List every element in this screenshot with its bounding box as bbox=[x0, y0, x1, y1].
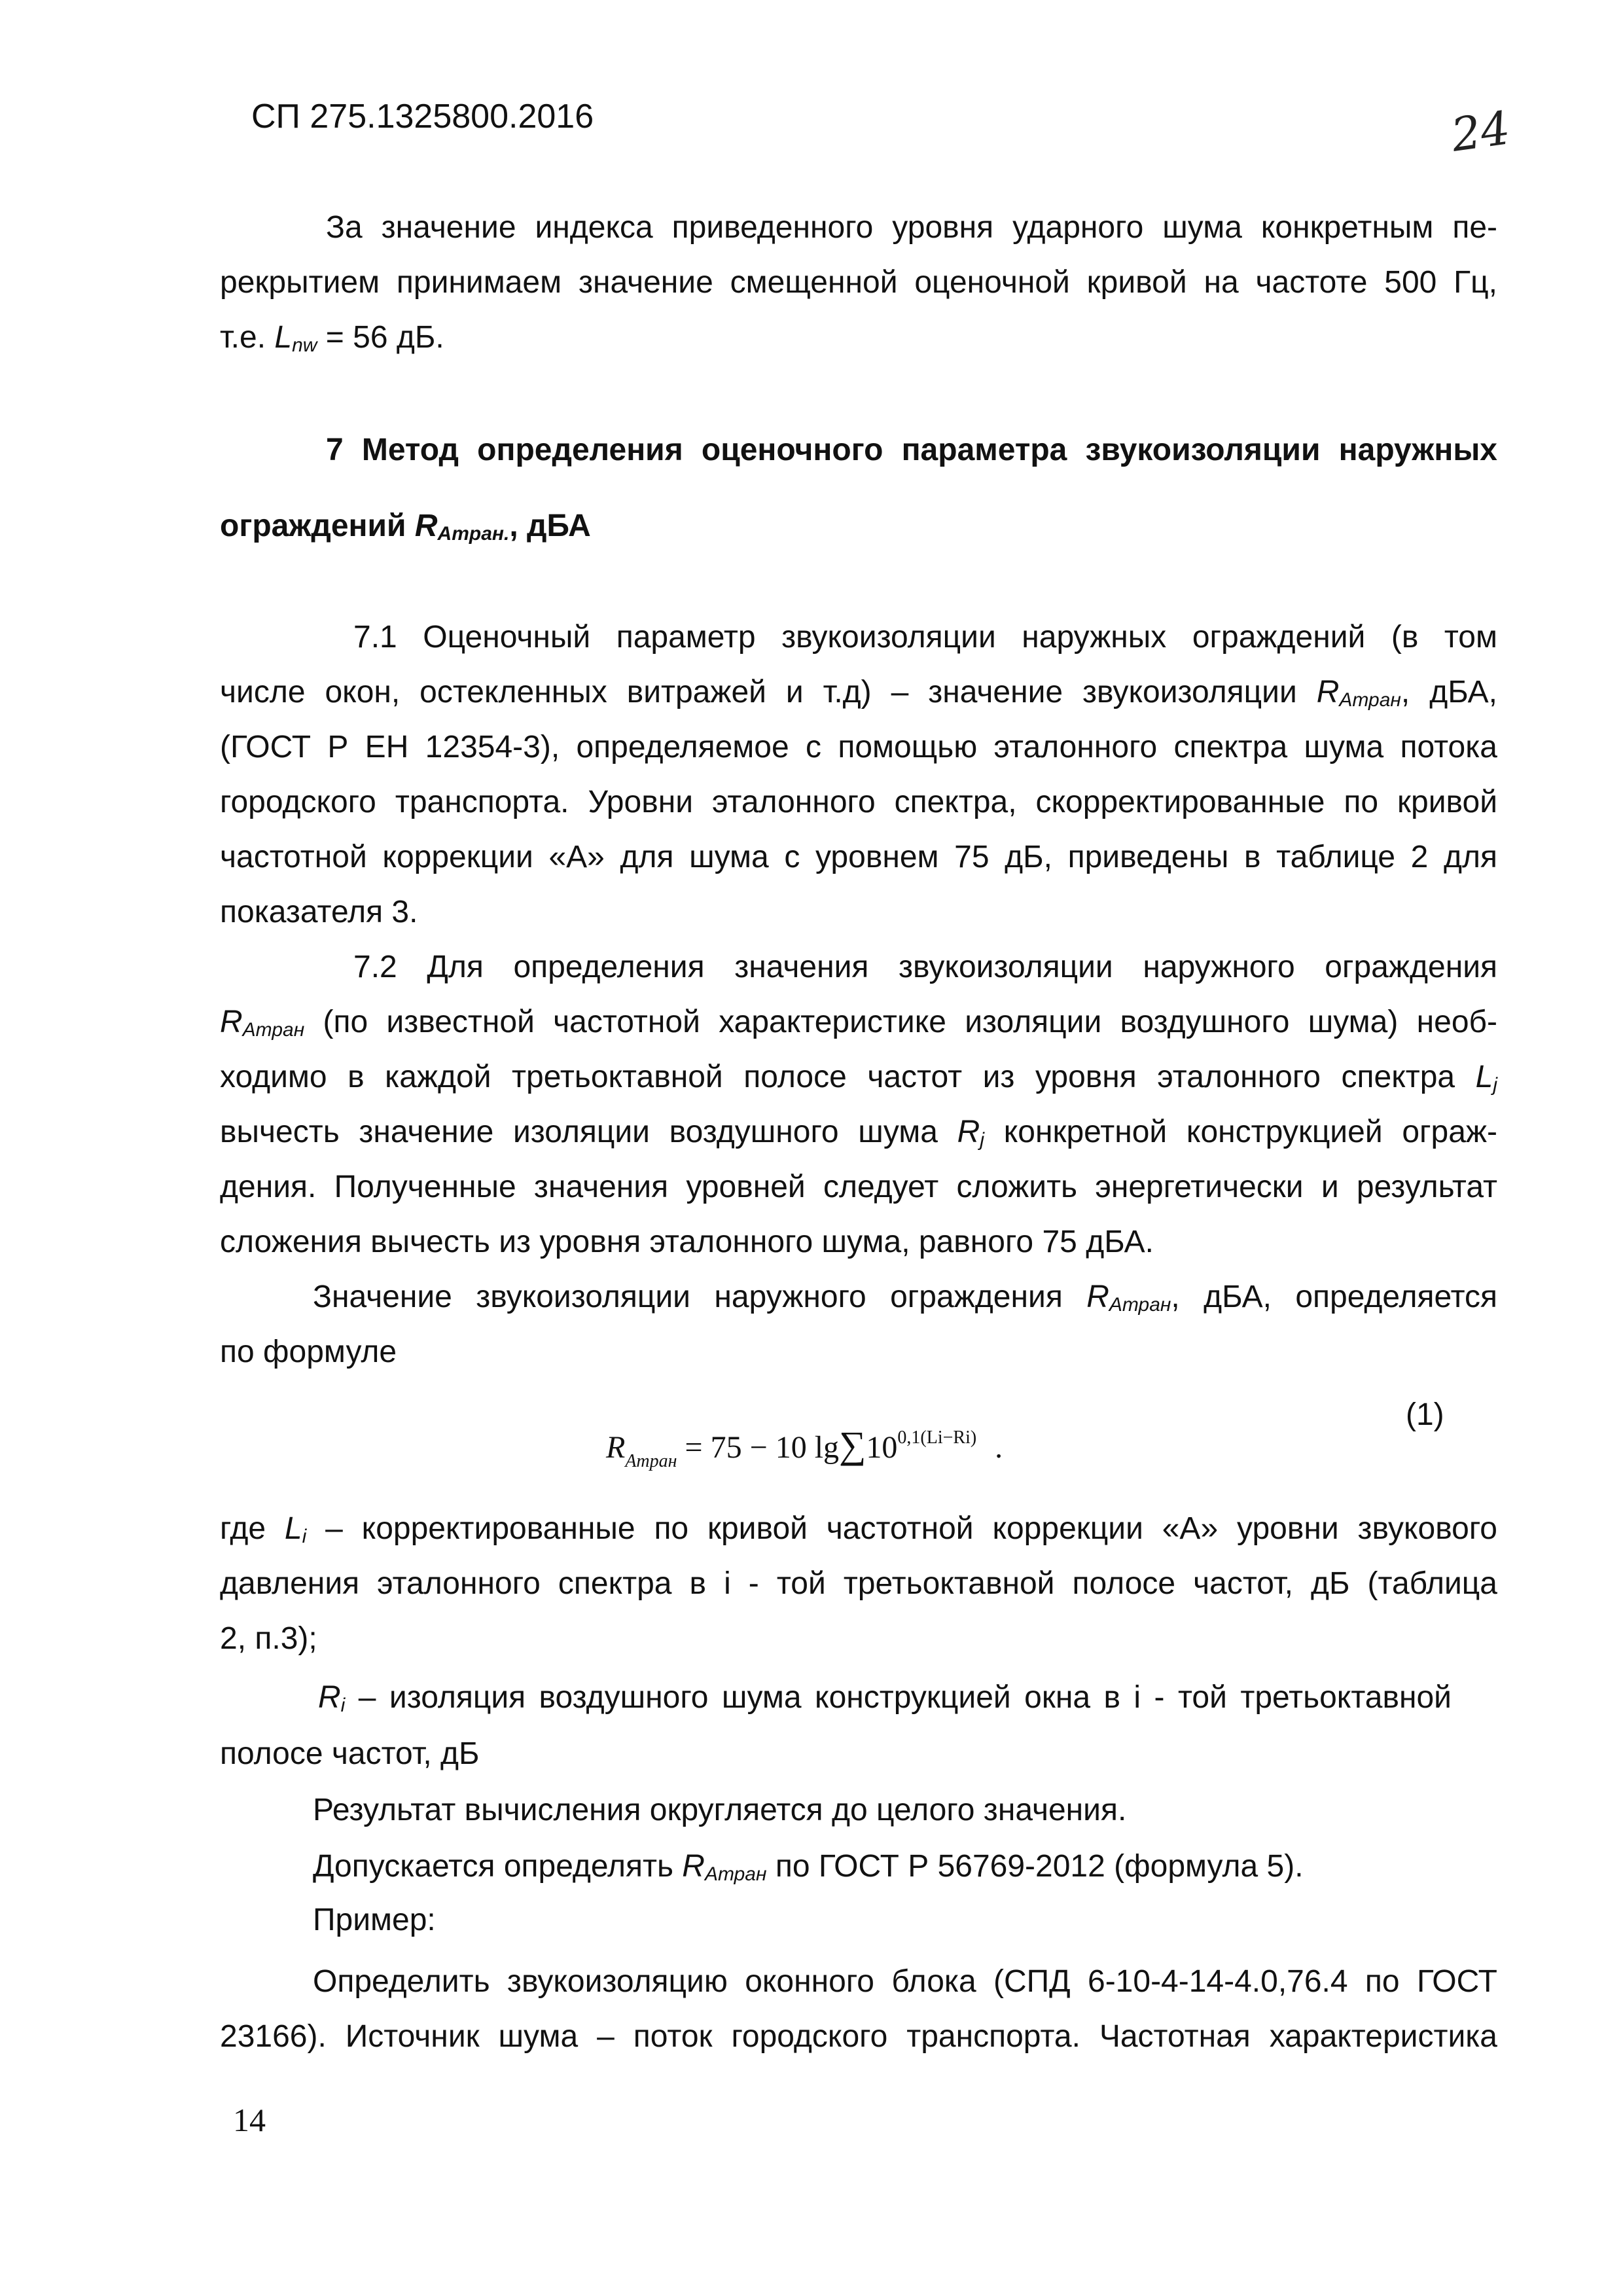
p72-line-6: сложения вычесть из уровня эталонного шума, равного 75 дБА. bbox=[220, 1225, 1154, 1259]
intro-line-2: рекрытием принимаем значение смещенной оценочной кривой на частоте 500 Гц, bbox=[220, 265, 1497, 300]
p72-line-1: 7.2 Для определения значения звукоизоляции наружного ограждения bbox=[353, 950, 1497, 984]
p72-line-3: ходимо в каждой третьоктавной полосе частот из уровня эталонного спектра $L_j$ bbox=[220, 1060, 1497, 1096]
formula-number: (1) bbox=[1406, 1397, 1444, 1432]
p73-line-2: по формуле bbox=[220, 1335, 397, 1369]
p72-line-5: дения. Полученные значения уровней следует сложить энергетически и результат bbox=[220, 1170, 1497, 1204]
where-line-1: где $L_i$ – корректированные по кривой частотной коррекции «А» уровни звукового bbox=[220, 1511, 1498, 1547]
p73-line-1: Значение звукоизоляции наружного ограждения $R_{Атран}$, дБА, определяется bbox=[313, 1280, 1497, 1316]
p71-line-4: городского транспорта. Уровни эталонного спектра, скорректированные по кривой bbox=[220, 785, 1497, 819]
formula-lhs-sub: Атран bbox=[625, 1451, 677, 1471]
example-heading: Пример: bbox=[313, 1903, 436, 1937]
p71-line-2: числе окон, остекленных витражей и т.д) – значение звукоизоляции $R_{Атран}$, дБА, bbox=[220, 675, 1497, 711]
formula-lhs: R bbox=[606, 1430, 626, 1465]
p72-line-4: вычесть значение изоляции воздушного шума $R_j$ конкретной конструкцией ограж- bbox=[220, 1115, 1498, 1151]
sum-sign: ∑ bbox=[839, 1424, 866, 1466]
p71-line-1: 7.1 Оценочный параметр звукоизоляции наружных ограждений (в том bbox=[353, 620, 1497, 655]
section-title-line-1: 7 Метод определения оценочного параметра звукоизоляции наружных bbox=[326, 433, 1497, 467]
formula-base: 10 bbox=[866, 1430, 898, 1465]
page-number: 14 bbox=[233, 2102, 266, 2138]
allowed-method: Допускается определять $R_{Атран}$ по ГОСТ Р 56769-2012 (формула 5). bbox=[313, 1849, 1304, 1885]
formula-period: . bbox=[995, 1430, 1003, 1465]
formula-rhs: = 75 − 10 lg bbox=[685, 1430, 840, 1465]
result-rounding: Результат вычисления округляется до целого значения. bbox=[313, 1793, 1127, 1827]
where-line-4: $R_i$ – изоляция воздушного шума конструкцией окна в i - той третьоктавной bbox=[318, 1680, 1452, 1716]
section-title-line-2: ограждений $R_{Aтран.}$, дБА bbox=[220, 509, 591, 545]
doc-code: СП 275.1325800.2016 bbox=[251, 98, 594, 135]
formula-exponent: 0,1(Li−Ri) bbox=[897, 1427, 977, 1448]
p71-line-3: (ГОСТ Р ЕН 12354-3), определяемое с помощью эталонного спектра шума потока bbox=[220, 730, 1497, 764]
p71-line-5: частотной коррекции «А» для шума с уровнем 75 дБ, приведены в таблице 2 для bbox=[220, 840, 1497, 874]
formula-1 bbox=[606, 1423, 1003, 1472]
example-line-1: Определить звукоизоляцию оконного блока (СПД 6-10-4-14-4.0,76.4 по ГОСТ bbox=[313, 1964, 1497, 1999]
where-line-5: полосе частот, дБ bbox=[220, 1736, 480, 1771]
example-line-2: 23166). Источник шума – поток городского транспорта. Частотная характеристика bbox=[220, 2019, 1497, 2054]
intro-line-3: т.е. $L_{nw} = 56$ дБ. bbox=[220, 320, 444, 356]
where-line-2: давления эталонного спектра в i - той третьоктавной полосе частот, дБ (таблица bbox=[220, 1566, 1497, 1601]
handwritten-page-mark: 24 bbox=[1448, 101, 1514, 162]
p71-line-6: показателя 3. bbox=[220, 895, 418, 929]
where-line-3: 2, п.3); bbox=[220, 1621, 317, 1656]
intro-line-1: За значение индекса приведенного уровня ударного шума конкретным пе- bbox=[326, 210, 1497, 245]
p72-line-2: $R_{Атран}$ (по известной частотной характеристике изоляции воздушного шума) необ- bbox=[220, 1005, 1497, 1041]
